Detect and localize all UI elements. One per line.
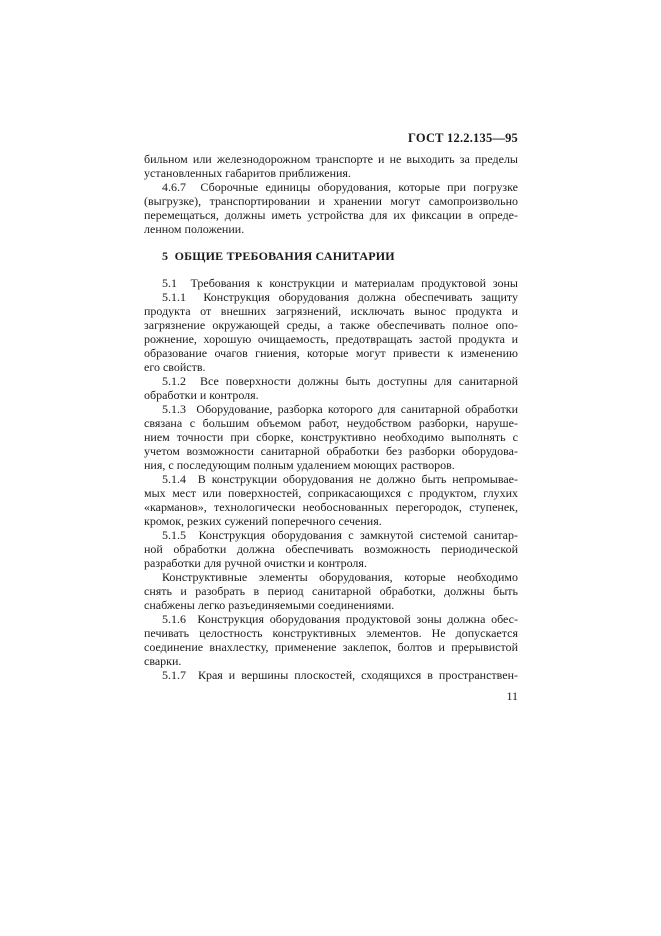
text-line: (выгрузке), транспортировании и хранении могут самопроизвольно bbox=[144, 194, 518, 208]
page-number: 11 bbox=[506, 689, 518, 703]
text-line: ной обработки должна обеспечивать возможность периодической bbox=[144, 542, 518, 556]
text-line: сварки. bbox=[144, 654, 182, 668]
paragraph-5-1-5-continued bbox=[144, 570, 518, 612]
text-line: 5.1.2 Все поверхности должны быть доступны для санитарной bbox=[162, 374, 518, 388]
paragraph-5-1-7 bbox=[144, 668, 518, 682]
text-line: 5.1.7 Края и вершины плоскостей, сходящихся в пространствен- bbox=[162, 668, 518, 682]
text-line: 5.1 Требования к конструкции и материалам продуктовой зоны bbox=[162, 276, 518, 290]
text-line: разработки для ручной очистки и контроля. bbox=[144, 556, 367, 570]
text-line: 5.1.4 В конструкции оборудования не должно быть непромывае- bbox=[162, 472, 518, 486]
text-line: ленном положении. bbox=[144, 222, 245, 236]
body-text bbox=[144, 152, 518, 682]
paragraph-5-1 bbox=[144, 276, 518, 290]
text-line: печивать целостность конструктивных элементов. Не допускается bbox=[144, 626, 518, 640]
doc-number: ГОСТ 12.2.135—95 bbox=[408, 131, 518, 145]
text-line: 5.1.6 Конструкция оборудования продуктовой зоны должна обес- bbox=[162, 612, 518, 626]
text-line: установленных габаритов приближения. bbox=[144, 166, 351, 180]
text-line: 5.1.1 Конструкция оборудования должна обеспечивать защиту bbox=[162, 290, 518, 304]
paragraph-continuation bbox=[144, 152, 518, 180]
paragraph-5-1-6 bbox=[144, 612, 518, 668]
text-line: его свойств. bbox=[144, 360, 206, 374]
text-line: снять и разобрать в период санитарной обработки, должны быть bbox=[144, 584, 518, 598]
paragraph-5-1-2 bbox=[144, 374, 518, 402]
paragraph-5-1-1 bbox=[144, 290, 518, 374]
text-line: рожнение, хорошую очищаемость, предотвращать застой продукта и bbox=[144, 332, 518, 346]
text-line: 5.1.5 Конструкция оборудования с замкнутой системой санитар- bbox=[162, 528, 518, 542]
paragraph-4-6-7 bbox=[144, 180, 518, 236]
text-line: учетом возможности санитарной обработки без разборки оборудова- bbox=[144, 444, 518, 458]
text-line: Конструктивные элементы оборудования, которые необходимо bbox=[162, 570, 518, 584]
text-line: кромок, резких сужений поперечного сечения. bbox=[144, 514, 382, 528]
text-line: мых мест или поверхностей, соприкасающихся с продуктом, глухих bbox=[144, 486, 518, 500]
section-heading: 5 ОБЩИЕ ТРЕБОВАНИЯ САНИТАРИИ bbox=[162, 249, 395, 263]
paragraph-5-1-4 bbox=[144, 472, 518, 528]
text-line: ния, с последующим полным удалением моющих растворов. bbox=[144, 458, 455, 472]
text-line: продукта от внешних загрязнений, исключать вынос продукта и bbox=[144, 304, 518, 318]
text-line: «карманов», технологически необоснованных перегородок, ступенек, bbox=[144, 500, 518, 514]
text-line: образование очагов гниения, которые могут привести к изменению bbox=[144, 346, 518, 360]
text-line: соединение внахлестку, применение заклепок, болтов и прерывистой bbox=[144, 640, 518, 654]
page-content bbox=[144, 131, 518, 703]
paragraph-5-1-3 bbox=[144, 402, 518, 472]
text-line: перемещаться, должны иметь устройства для их фиксации в опреде- bbox=[144, 208, 518, 222]
text-line: 4.6.7 Сборочные единицы оборудования, которые при погрузке bbox=[162, 180, 518, 194]
text-line: снабжены легко разъединяемыми соединениями. bbox=[144, 598, 395, 612]
text-line: загрязнение окружающей среды, а также обеспечивать полное опо- bbox=[144, 318, 518, 332]
text-line: связана с большим объемом работ, неудобством разборки, наруше- bbox=[144, 416, 518, 430]
text-line: бильном или железнодорожном транспорте и не выходить за пределы bbox=[144, 152, 518, 166]
text-line: нием точности при сборке, конструктивно необходимо выполнять с bbox=[144, 430, 518, 444]
paragraph-5-1-5 bbox=[144, 528, 518, 570]
text-line: 5.1.3 Оборудование, разборка которого для санитарной обработки bbox=[162, 402, 518, 416]
text-line: обработки и контроля. bbox=[144, 388, 259, 402]
